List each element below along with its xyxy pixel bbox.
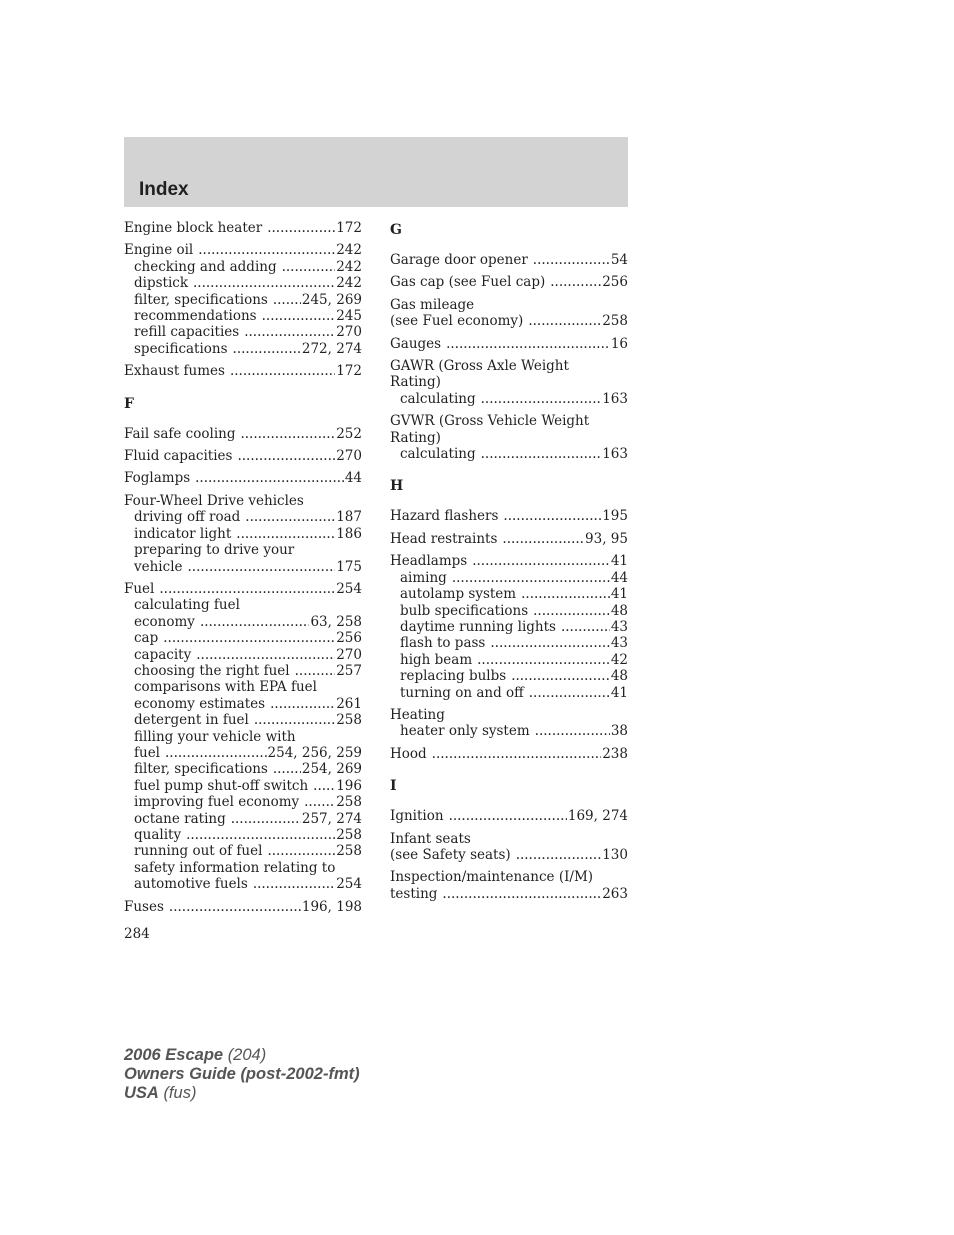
entry-page-ref: 195 <box>602 508 628 525</box>
entry-page-ref: 272, 274 <box>301 340 362 357</box>
index-entry <box>390 252 628 268</box>
entry-label: Engine oil <box>124 242 194 259</box>
entry-page-ref: 43 <box>610 618 628 635</box>
entry-label: calculating <box>400 390 476 407</box>
entry-page-ref: 41 <box>610 553 628 570</box>
entry-page-ref: 245 <box>336 308 362 325</box>
dot-leader <box>561 619 610 635</box>
index-entry-line <box>390 413 628 429</box>
entry-label: testing <box>390 885 438 902</box>
index-subentry-line <box>124 292 362 308</box>
index-entry-line <box>124 242 362 258</box>
dot-leader <box>236 526 335 542</box>
entry-label: Heating <box>390 706 445 723</box>
index-subentry-line <box>390 570 628 586</box>
footer-model-code: (204) <box>227 1046 267 1064</box>
dot-leader <box>253 876 335 892</box>
index-entry <box>390 358 628 407</box>
entry-label: Engine block heater <box>124 220 263 236</box>
index-subentry-line <box>124 860 362 876</box>
index-entry-line <box>124 899 362 915</box>
index-entry <box>390 297 628 330</box>
entry-label: recommendations <box>134 308 257 325</box>
entry-label: fuel <box>134 744 160 761</box>
entry-page-ref: 258 <box>602 313 628 330</box>
entry-page-ref: 270 <box>336 646 362 663</box>
entry-page-ref: 258 <box>336 794 362 811</box>
document-footer <box>124 1046 360 1103</box>
footer-market: USA <box>124 1084 159 1102</box>
index-subentry-line <box>124 794 362 810</box>
index-entry-line <box>390 358 628 374</box>
entry-label: checking and adding <box>134 258 277 275</box>
index-entry <box>390 508 628 524</box>
entry-label: aiming <box>400 569 447 586</box>
entry-label: Foglamps <box>124 470 191 487</box>
entry-label: Four-Wheel Drive vehicles <box>124 492 304 509</box>
entry-page-ref: 48 <box>610 602 628 619</box>
dot-leader <box>240 426 335 442</box>
dot-leader <box>442 886 601 902</box>
index-entry-line <box>390 553 628 569</box>
entry-page-ref: 254, 269 <box>301 761 362 778</box>
dot-leader <box>200 614 310 630</box>
index-subentry-line <box>124 597 362 613</box>
entry-label: Rating) <box>390 374 441 391</box>
entry-page-ref: 196, 198 <box>301 898 362 915</box>
entry-label: Ignition <box>390 808 444 825</box>
footer-line-market <box>124 1084 360 1103</box>
entry-label: detergent in fuel <box>134 712 249 729</box>
entry-label: Exhaust fumes <box>124 363 225 380</box>
entry-page-ref: 187 <box>336 509 362 526</box>
entry-page-ref: 254, 256, 259 <box>267 744 362 761</box>
entry-page-ref: 242 <box>336 258 362 275</box>
entry-page-ref: 256 <box>336 630 362 647</box>
entry-page-ref: 130 <box>602 846 628 863</box>
page-number: 284 <box>124 926 150 942</box>
dot-leader <box>188 559 336 575</box>
entry-page-ref: 254 <box>336 876 362 893</box>
entry-page-ref: 54 <box>610 252 628 268</box>
entry-page-ref: 186 <box>336 525 362 542</box>
entry-label: filter, specifications <box>134 761 268 778</box>
entry-label: (see Safety seats) <box>390 846 511 863</box>
index-entry <box>390 808 628 824</box>
entry-page-ref: 172 <box>336 220 362 236</box>
index-letter-heading: H <box>390 478 404 495</box>
entry-label: choosing the right fuel <box>134 662 290 679</box>
index-entry <box>124 581 362 893</box>
entry-page-ref: 63, 258 <box>310 613 362 630</box>
footer-line-model <box>124 1046 360 1065</box>
index-subentry-line <box>390 652 628 668</box>
index-entry <box>390 831 628 864</box>
dot-leader <box>159 581 335 597</box>
entry-label: specifications <box>134 340 228 357</box>
entry-page-ref: 175 <box>336 558 362 575</box>
index-column-right <box>390 220 628 908</box>
index-entry-line <box>124 448 362 464</box>
dot-leader <box>550 274 601 290</box>
index-subentry-line <box>124 275 362 291</box>
index-letter-heading: F <box>124 395 134 412</box>
index-entry-line <box>124 220 362 236</box>
index-entry-line <box>124 363 362 379</box>
dot-leader <box>511 668 610 684</box>
index-subentry-line <box>124 778 362 794</box>
entry-label: (see Fuel economy) <box>390 313 524 330</box>
dot-leader <box>233 341 301 357</box>
entry-label: Hazard flashers <box>390 508 499 525</box>
entry-page-ref: 196 <box>336 777 362 794</box>
entry-page-ref: 41 <box>610 586 628 603</box>
entry-label: Gas cap (see Fuel cap) <box>390 274 546 291</box>
entry-label: filter, specifications <box>134 291 268 308</box>
index-entry <box>124 220 362 236</box>
entry-label: Inspection/maintenance (I/M) <box>390 869 594 886</box>
index-subentry-line <box>124 509 362 525</box>
dot-leader <box>503 508 601 524</box>
dot-leader <box>521 586 610 602</box>
entry-label: heater only system <box>400 723 530 740</box>
entry-label: Hood <box>390 745 427 762</box>
index-entry <box>390 707 628 740</box>
index-letter-heading: G <box>390 222 402 238</box>
entry-page-ref: 172 <box>336 363 362 380</box>
entry-label: automotive fuels <box>134 876 248 893</box>
index-entry-line <box>390 252 628 268</box>
index-letter-heading: I <box>390 778 397 795</box>
entry-page-ref: 48 <box>610 668 628 685</box>
entry-page-ref: 257 <box>336 662 362 679</box>
entry-label: replacing bulbs <box>400 668 507 685</box>
dot-leader <box>165 745 267 761</box>
section-title: Index <box>139 179 189 200</box>
entry-label: GAWR (Gross Axle Weight <box>390 358 569 375</box>
index-entry-line <box>124 581 362 597</box>
footer-guide: Owners Guide (post-2002-fmt) <box>124 1065 360 1083</box>
index-entry <box>124 242 362 357</box>
index-subentry-line <box>124 259 362 275</box>
index-subentry-line <box>390 603 628 619</box>
index-column-left <box>124 220 362 921</box>
entry-label: economy estimates <box>134 695 266 712</box>
entry-label: Fuel <box>124 580 155 597</box>
entry-label: Rating) <box>390 429 441 446</box>
dot-leader <box>472 553 610 569</box>
entry-label: bulb specifications <box>400 602 529 619</box>
dot-leader <box>198 242 335 258</box>
entry-page-ref: 44 <box>344 470 362 487</box>
dot-leader <box>163 630 335 646</box>
entry-label: preparing to drive your <box>134 542 295 559</box>
entry-page-ref: 238 <box>602 745 628 762</box>
dot-leader <box>244 324 335 340</box>
index-entry-line <box>390 746 628 762</box>
entry-page-ref: 252 <box>336 425 362 442</box>
dot-leader <box>196 647 335 663</box>
index-entry <box>124 426 362 442</box>
dot-leader <box>452 570 610 586</box>
index-subentry-line <box>124 542 362 558</box>
dot-leader <box>195 470 344 486</box>
entry-label: autolamp system <box>400 586 517 603</box>
entry-page-ref: 16 <box>610 335 628 352</box>
dot-leader <box>282 259 336 275</box>
index-entry <box>124 448 362 464</box>
index-subentry-line <box>124 761 362 777</box>
index-entry <box>390 531 628 547</box>
dot-leader <box>273 292 301 308</box>
dot-leader <box>533 252 610 268</box>
entry-page-ref: 256 <box>602 274 628 291</box>
dot-leader <box>449 808 567 824</box>
index-subentry-line <box>124 559 362 575</box>
index-entry-line <box>390 869 628 885</box>
index-subentry-line <box>124 827 362 843</box>
entry-label: indicator light <box>134 525 232 542</box>
index-subentry-line <box>390 668 628 684</box>
index-entry <box>390 336 628 352</box>
entry-page-ref: 43 <box>610 635 628 652</box>
dot-leader <box>533 603 610 619</box>
entry-label: Gas mileage <box>390 296 475 313</box>
entry-label: high beam <box>400 651 473 668</box>
entry-label: GVWR (Gross Vehicle Weight <box>390 413 590 430</box>
entry-page-ref: 270 <box>336 448 362 465</box>
entry-page-ref: 257, 274 <box>301 810 362 827</box>
entry-page-ref: 41 <box>610 684 628 701</box>
entry-label: Infant seats <box>390 830 471 847</box>
index-entry-line <box>124 426 362 442</box>
entry-page-ref: 44 <box>610 569 628 586</box>
entry-page-ref: 38 <box>610 723 628 740</box>
dot-leader <box>295 663 336 679</box>
dot-leader <box>186 827 335 843</box>
entry-label: fuel pump shut-off switch <box>134 777 309 794</box>
dot-leader <box>528 313 601 329</box>
index-subentry-line <box>124 712 362 728</box>
index-entry-line <box>390 831 628 847</box>
dot-leader <box>446 336 610 352</box>
dot-leader <box>313 778 335 794</box>
entry-label: daytime running lights <box>400 618 556 635</box>
entry-page-ref: 261 <box>336 695 362 712</box>
entry-page-ref: 93, 95 <box>585 530 628 547</box>
index-subentry-line <box>124 614 362 630</box>
entry-label: Fluid capacities <box>124 448 233 465</box>
entry-page-ref: 242 <box>336 242 362 259</box>
entry-label: octane rating <box>134 810 226 827</box>
dot-leader <box>481 446 602 462</box>
index-entry <box>390 869 628 902</box>
entry-page-ref: 245, 269 <box>301 291 362 308</box>
index-entry-line <box>124 493 362 509</box>
dot-leader <box>432 746 602 762</box>
index-entry-line <box>390 374 628 390</box>
footer-line-guide <box>124 1065 360 1084</box>
index-subentry-line <box>124 811 362 827</box>
index-entry-line <box>390 274 628 290</box>
index-entry-line <box>390 508 628 524</box>
index-entry <box>390 413 628 462</box>
entry-page-ref: 270 <box>336 324 362 341</box>
entry-page-ref: 242 <box>336 275 362 292</box>
entry-label: economy <box>134 613 195 630</box>
entry-label: capacity <box>134 646 192 663</box>
index-entry <box>390 274 628 290</box>
index-subentry-line <box>124 526 362 542</box>
entry-label: turning on and off <box>400 684 524 701</box>
index-subentry-line <box>124 876 362 892</box>
entry-label: vehicle <box>134 558 183 575</box>
index-entry <box>390 746 628 762</box>
entry-page-ref: 258 <box>336 843 362 860</box>
index-subentry-line <box>124 663 362 679</box>
entry-page-ref: 163 <box>602 446 628 463</box>
dot-leader <box>245 509 335 525</box>
index-entry-line <box>390 531 628 547</box>
index-subentry-line <box>124 843 362 859</box>
dot-leader <box>267 220 335 236</box>
entry-page-ref: 263 <box>602 885 628 902</box>
index-subentry-line <box>124 308 362 324</box>
entry-page-ref: 163 <box>602 390 628 407</box>
index-entry <box>124 470 362 486</box>
dot-leader <box>254 712 335 728</box>
dot-leader <box>502 531 584 547</box>
index-entry-line <box>390 847 628 863</box>
index-entry <box>124 363 362 379</box>
entry-label: filling your vehicle with <box>134 728 296 745</box>
entry-page-ref: 169, 274 <box>567 808 628 825</box>
index-entry <box>124 493 362 575</box>
entry-label: dipstick <box>134 275 189 292</box>
dot-leader <box>270 696 335 712</box>
entry-label: Garage door opener <box>390 252 528 268</box>
entry-label: calculating <box>400 446 476 463</box>
index-entry-line <box>390 707 628 723</box>
entry-label: refill capacities <box>134 324 240 341</box>
entry-label: Headlamps <box>390 553 468 570</box>
index-entry-line <box>390 336 628 352</box>
index-subentry-line <box>390 635 628 651</box>
index-entry-line <box>390 297 628 313</box>
dot-leader <box>231 811 301 827</box>
index-entry-line <box>390 886 628 902</box>
entry-label: quality <box>134 827 182 843</box>
index-subentry-line <box>390 446 628 462</box>
entry-label: Fuses <box>124 898 164 915</box>
index-subentry-line <box>124 696 362 712</box>
index-subentry-line <box>124 324 362 340</box>
dot-leader <box>304 794 335 810</box>
index-subentry-line <box>390 391 628 407</box>
index-subentry-line <box>390 723 628 739</box>
index-subentry-line <box>124 341 362 357</box>
entry-label: calculating fuel <box>134 597 240 614</box>
entry-page-ref: 258 <box>336 827 362 843</box>
dot-leader <box>193 275 335 291</box>
index-entry-line <box>390 430 628 446</box>
dot-leader <box>267 843 335 859</box>
index-subentry-line <box>390 685 628 701</box>
dot-leader <box>490 635 609 651</box>
entry-label: cap <box>134 630 159 647</box>
dot-leader <box>535 723 610 739</box>
entry-label: safety information relating to <box>134 859 336 876</box>
index-subentry-line <box>390 619 628 635</box>
index-subentry-line <box>124 745 362 761</box>
entry-label: flash to pass <box>400 635 486 652</box>
index-subentry-line <box>124 647 362 663</box>
footer-market-code: (fus) <box>163 1084 197 1102</box>
index-subentry-line <box>390 586 628 602</box>
dot-leader <box>273 761 301 777</box>
index-subentry-line <box>124 679 362 695</box>
footer-model: 2006 Escape <box>124 1046 224 1064</box>
entry-page-ref: 258 <box>336 712 362 729</box>
index-subentry-line <box>124 729 362 745</box>
dot-leader <box>262 308 336 324</box>
entry-label: Gauges <box>390 335 442 352</box>
entry-label: improving fuel economy <box>134 794 300 811</box>
entry-label: running out of fuel <box>134 843 263 860</box>
index-subentry-line <box>124 630 362 646</box>
dot-leader <box>529 685 610 701</box>
entry-label: comparisons with EPA fuel <box>134 679 317 696</box>
index-entry-line <box>124 470 362 486</box>
dot-leader <box>516 847 602 863</box>
dot-leader <box>169 899 301 915</box>
dot-leader <box>477 652 610 668</box>
entry-page-ref: 254 <box>336 580 362 597</box>
entry-label: Fail safe cooling <box>124 425 236 442</box>
dot-leader <box>481 391 602 407</box>
index-entry-line <box>390 313 628 329</box>
index-entry <box>124 899 362 915</box>
dot-leader <box>237 448 335 464</box>
entry-label: driving off road <box>134 509 241 526</box>
entry-page-ref: 42 <box>610 651 628 668</box>
index-entry-line <box>390 808 628 824</box>
section-header <box>124 137 628 207</box>
index-entry <box>390 553 628 701</box>
dot-leader <box>230 363 335 379</box>
entry-label: Head restraints <box>390 530 498 547</box>
